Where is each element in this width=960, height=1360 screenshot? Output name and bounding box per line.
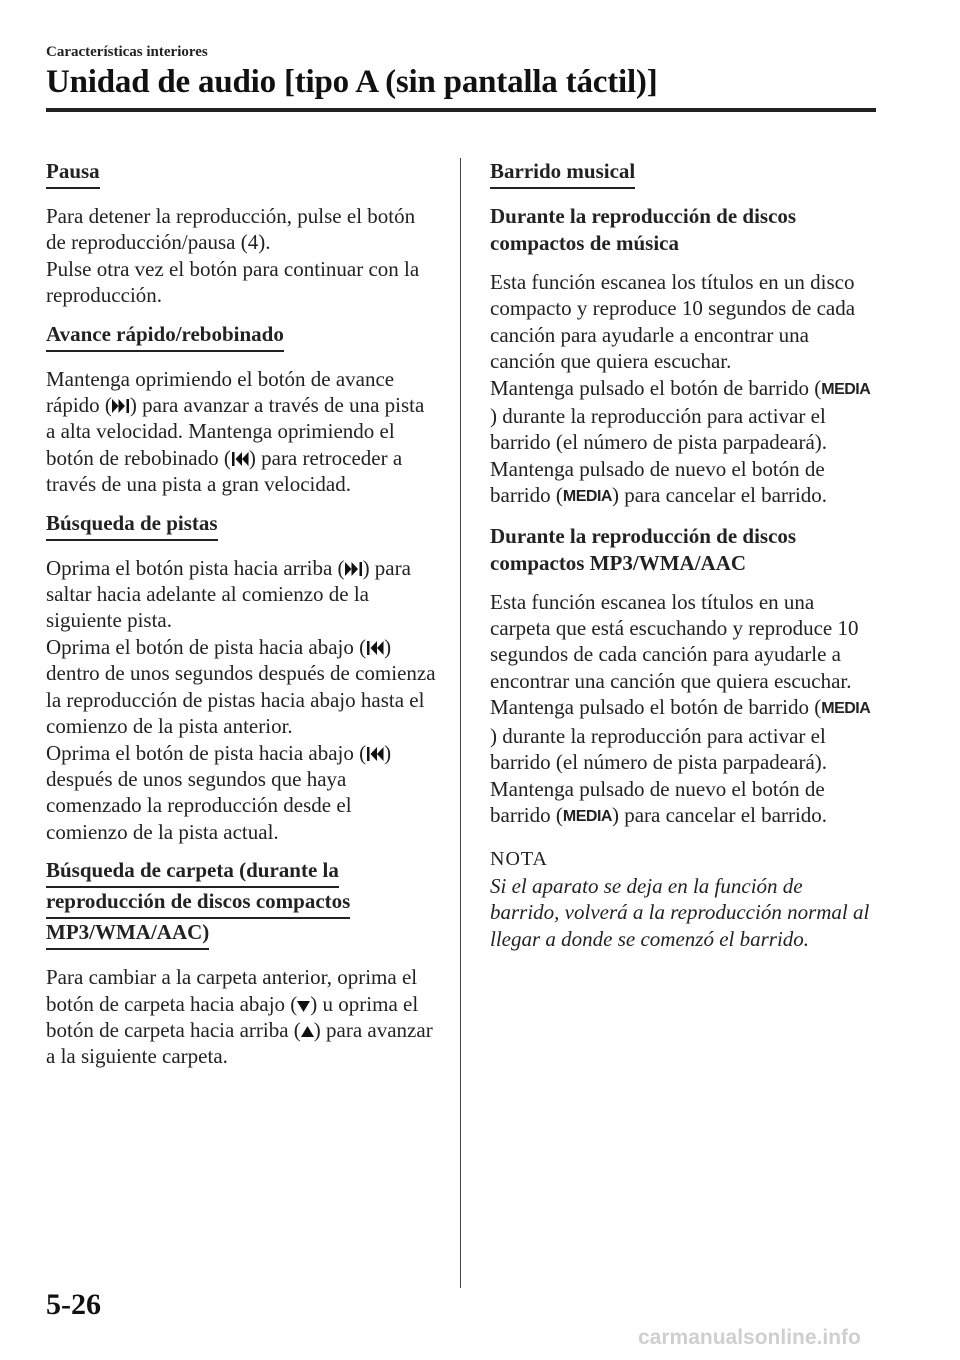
- right-column: [490, 158, 875, 952]
- watermark: carmanualsonline.info: [638, 1326, 861, 1349]
- avance-text: Mantenga oprimiendo el botón de avance rápido ( ) para avanzar a través de una pista a alta velocidad. Mantenga oprimiendo el botón de rebobinado ( ) para retroceder a través de una pista a gran velocidad.: [46, 366, 425, 497]
- page-title: Unidad de audio [tipo A (sin pantalla táctil)]: [46, 64, 658, 100]
- media-icon: MEDIA: [821, 700, 871, 718]
- rewind-icon: [231, 451, 249, 467]
- left-column: [46, 158, 436, 1082]
- note-block: [490, 846, 875, 952]
- section-busqueda-pistas: [46, 510, 436, 845]
- title-rule: [46, 108, 876, 112]
- heading-busqueda-carpeta: Búsqueda de carpeta (durante la reproducción de discos compactos MP3/WMA/AAC): [46, 857, 436, 950]
- subheading-cd-mp3: Durante la reproducción de discos compactos MP3/WMA/AAC: [490, 523, 797, 575]
- rewind-icon: [366, 746, 384, 762]
- heading-pausa: Pausa: [46, 158, 100, 189]
- pausa-p2: Pulse otra vez el botón para continuar con la reproducción.: [46, 256, 420, 308]
- section-busqueda-carpeta: [46, 857, 436, 1070]
- fast-forward-icon: [112, 398, 130, 414]
- section-label: Características interiores: [46, 44, 208, 60]
- subheading-cd-musica: Durante la reproducción de discos compactos de música: [490, 204, 797, 255]
- busqueda-pistas-text: Oprima el botón pista hacia arriba ( ) para saltar hacia adelante al comienzo de la siguiente pista. Oprima el botón de pista hacia abajo ( ) dentro de unos segundos después de comienza la reproducción de pistas hacia abajo hasta el comienzo de la pista anterior. Oprima el botón de pista hacia abajo ( ) después de unos segundos que haya comenzado la reproducción desde el comienzo de la pista actual.: [46, 555, 436, 844]
- fast-forward-icon: [345, 561, 363, 577]
- up-triangle-icon: [301, 1025, 314, 1039]
- pausa-p1: Para detener la reproducción, pulse el botón de reproducción/pausa (4).: [46, 204, 416, 255]
- barrido-cd-text: Esta función escanea los títulos en un disco compacto y reproduce 10 segundos de cada canción para ayudarle a encontrar una canción que quiera escuchar. Mantenga pulsado el botón de barrido (MEDIA) durante la reproducción para activar el barrido (el número de pista parpadeará). Mantenga pulsado de nuevo el botón de barrido (MEDIA) para cancelar el barrido.: [490, 269, 875, 511]
- media-icon: MEDIA: [562, 807, 612, 825]
- section-barrido: [490, 158, 875, 830]
- down-triangle-icon: [297, 999, 310, 1013]
- heading-busqueda-pistas: Búsqueda de pistas: [46, 510, 218, 541]
- busqueda-carpeta-text: Para cambiar a la carpeta anterior, oprima el botón de carpeta hacia abajo ( ) u oprima el botón de carpeta hacia arriba ( ) para avanzar a la siguiente carpeta.: [46, 965, 433, 1069]
- section-pausa: [46, 158, 436, 309]
- note-text: Si el aparato se deja en la función de barrido, volverá a la reproducción normal al llegar a donde se comenzó el barrido.: [490, 873, 870, 951]
- pausa-text: [46, 203, 436, 309]
- note-label: NOTA: [490, 848, 548, 871]
- page-number: 5-26: [46, 1288, 101, 1321]
- media-icon: MEDIA: [821, 380, 871, 398]
- heading-barrido: Barrido musical: [490, 158, 635, 189]
- heading-avance: Avance rápido/rebobinado: [46, 321, 284, 352]
- section-avance: [46, 321, 436, 498]
- column-divider: [460, 158, 461, 1288]
- barrido-mp3-text: Esta función escanea los títulos en una carpeta que está escuchando y reproduce 10 segundos de cada canción para ayudarle a encontrar una canción que quiera escuchar. Mantenga pulsado el botón de barrido (MEDIA) durante la reproducción para activar el barrido (el número de pista parpadeará). Mantenga pulsado de nuevo el botón de barrido (MEDIA) para cancelar el barrido.: [490, 589, 875, 831]
- rewind-icon: [366, 640, 384, 656]
- media-icon: MEDIA: [562, 488, 612, 506]
